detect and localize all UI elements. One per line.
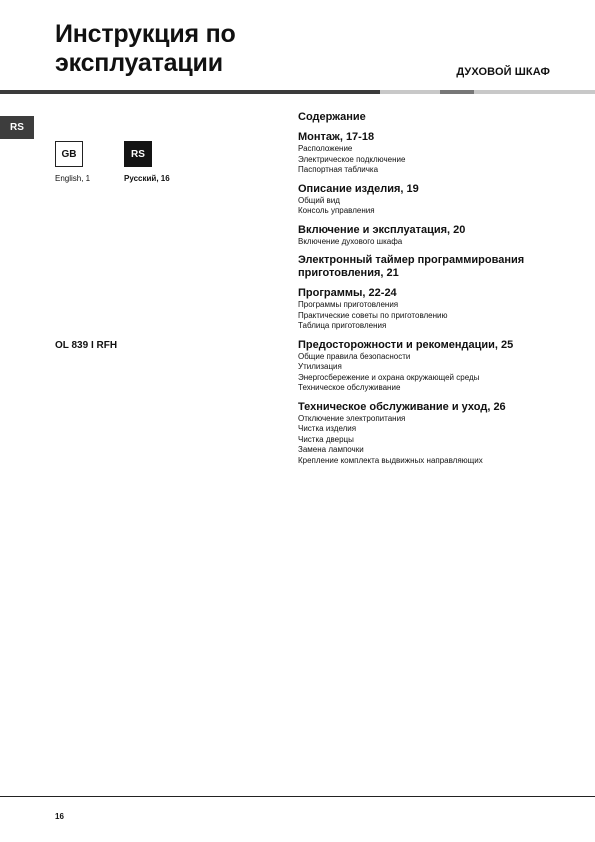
- header-rule-light-end: [474, 90, 595, 94]
- table-of-contents: [298, 111, 578, 473]
- toc-subitem: Общие правила безопасности: [298, 351, 411, 361]
- toc-subitem: Расположение: [298, 144, 353, 153]
- toc-heading: Содержание: [298, 111, 366, 123]
- header-rule-mid: [440, 90, 474, 94]
- title-line-1: Инструкция по: [55, 20, 236, 48]
- footer-rule: [0, 796, 595, 797]
- toc-section-title[interactable]: Монтаж, 17-18: [298, 131, 375, 143]
- toc-section: [298, 224, 578, 248]
- toc-subitem: Крепление комплекта выдвижных направляющих: [298, 455, 483, 465]
- toc-subitem: Общий вид: [298, 195, 340, 205]
- document-title: [55, 20, 236, 78]
- toc-subitem: Практические советы по приготовлению: [298, 310, 448, 320]
- toc-section: [298, 339, 578, 394]
- toc-subitem: Отключение электропитания: [298, 413, 406, 423]
- language-label-gb: English, 1: [55, 174, 91, 183]
- model-number: OL 839 I RFH: [55, 340, 118, 351]
- toc-subitem: Консоль управления: [298, 206, 375, 215]
- language-side-tab: RS: [0, 116, 34, 139]
- toc-subitem: Чистка дверцы: [298, 434, 354, 444]
- toc-section-title[interactable]: Описание изделия, 19: [298, 182, 419, 195]
- toc-section-title[interactable]: Техническое обслуживание и уход, 26: [298, 400, 506, 413]
- toc-subitem: Чистка изделия: [298, 424, 357, 433]
- toc-section: [298, 401, 578, 467]
- toc-subitem: Энергосбережение и охрана окружающей среды: [298, 372, 480, 382]
- toc-subitem: Электрическое подключение: [298, 154, 406, 164]
- language-box-gb[interactable]: GB: [55, 141, 83, 167]
- toc-section: [298, 131, 578, 176]
- toc-subitem: Техническое обслуживание: [298, 383, 401, 392]
- toc-subitem: Замена лампочки: [298, 445, 364, 454]
- toc-subitem: Включение духового шкафа: [298, 236, 403, 246]
- toc-section-title[interactable]: Программы, 22-24: [298, 287, 397, 299]
- toc-subitem: Программы приготовления: [298, 300, 399, 309]
- product-type: ДУХОВОЙ ШКАФ: [456, 66, 550, 78]
- toc-section: [298, 254, 578, 280]
- toc-section: [298, 287, 578, 332]
- toc-section-title[interactable]: Включение и эксплуатация, 20: [298, 223, 466, 236]
- toc-section-title[interactable]: Электронный таймер программирования приготовления, 21: [298, 254, 525, 279]
- header-rule-dark: [0, 90, 380, 94]
- toc-section-title[interactable]: Предосторожности и рекомендации, 25: [298, 338, 514, 351]
- language-label-rs: Русский, 16: [124, 174, 170, 183]
- toc-subitem: Утилизация: [298, 362, 342, 371]
- language-box-rs[interactable]: RS: [124, 141, 152, 167]
- toc-subitem: Паспортная табличка: [298, 165, 379, 174]
- page-number: 16: [55, 812, 64, 821]
- header-rule-light: [380, 90, 440, 94]
- toc-section: [298, 183, 578, 217]
- toc-subitem: Таблица приготовления: [298, 321, 387, 330]
- title-line-2: эксплуатации: [55, 49, 223, 77]
